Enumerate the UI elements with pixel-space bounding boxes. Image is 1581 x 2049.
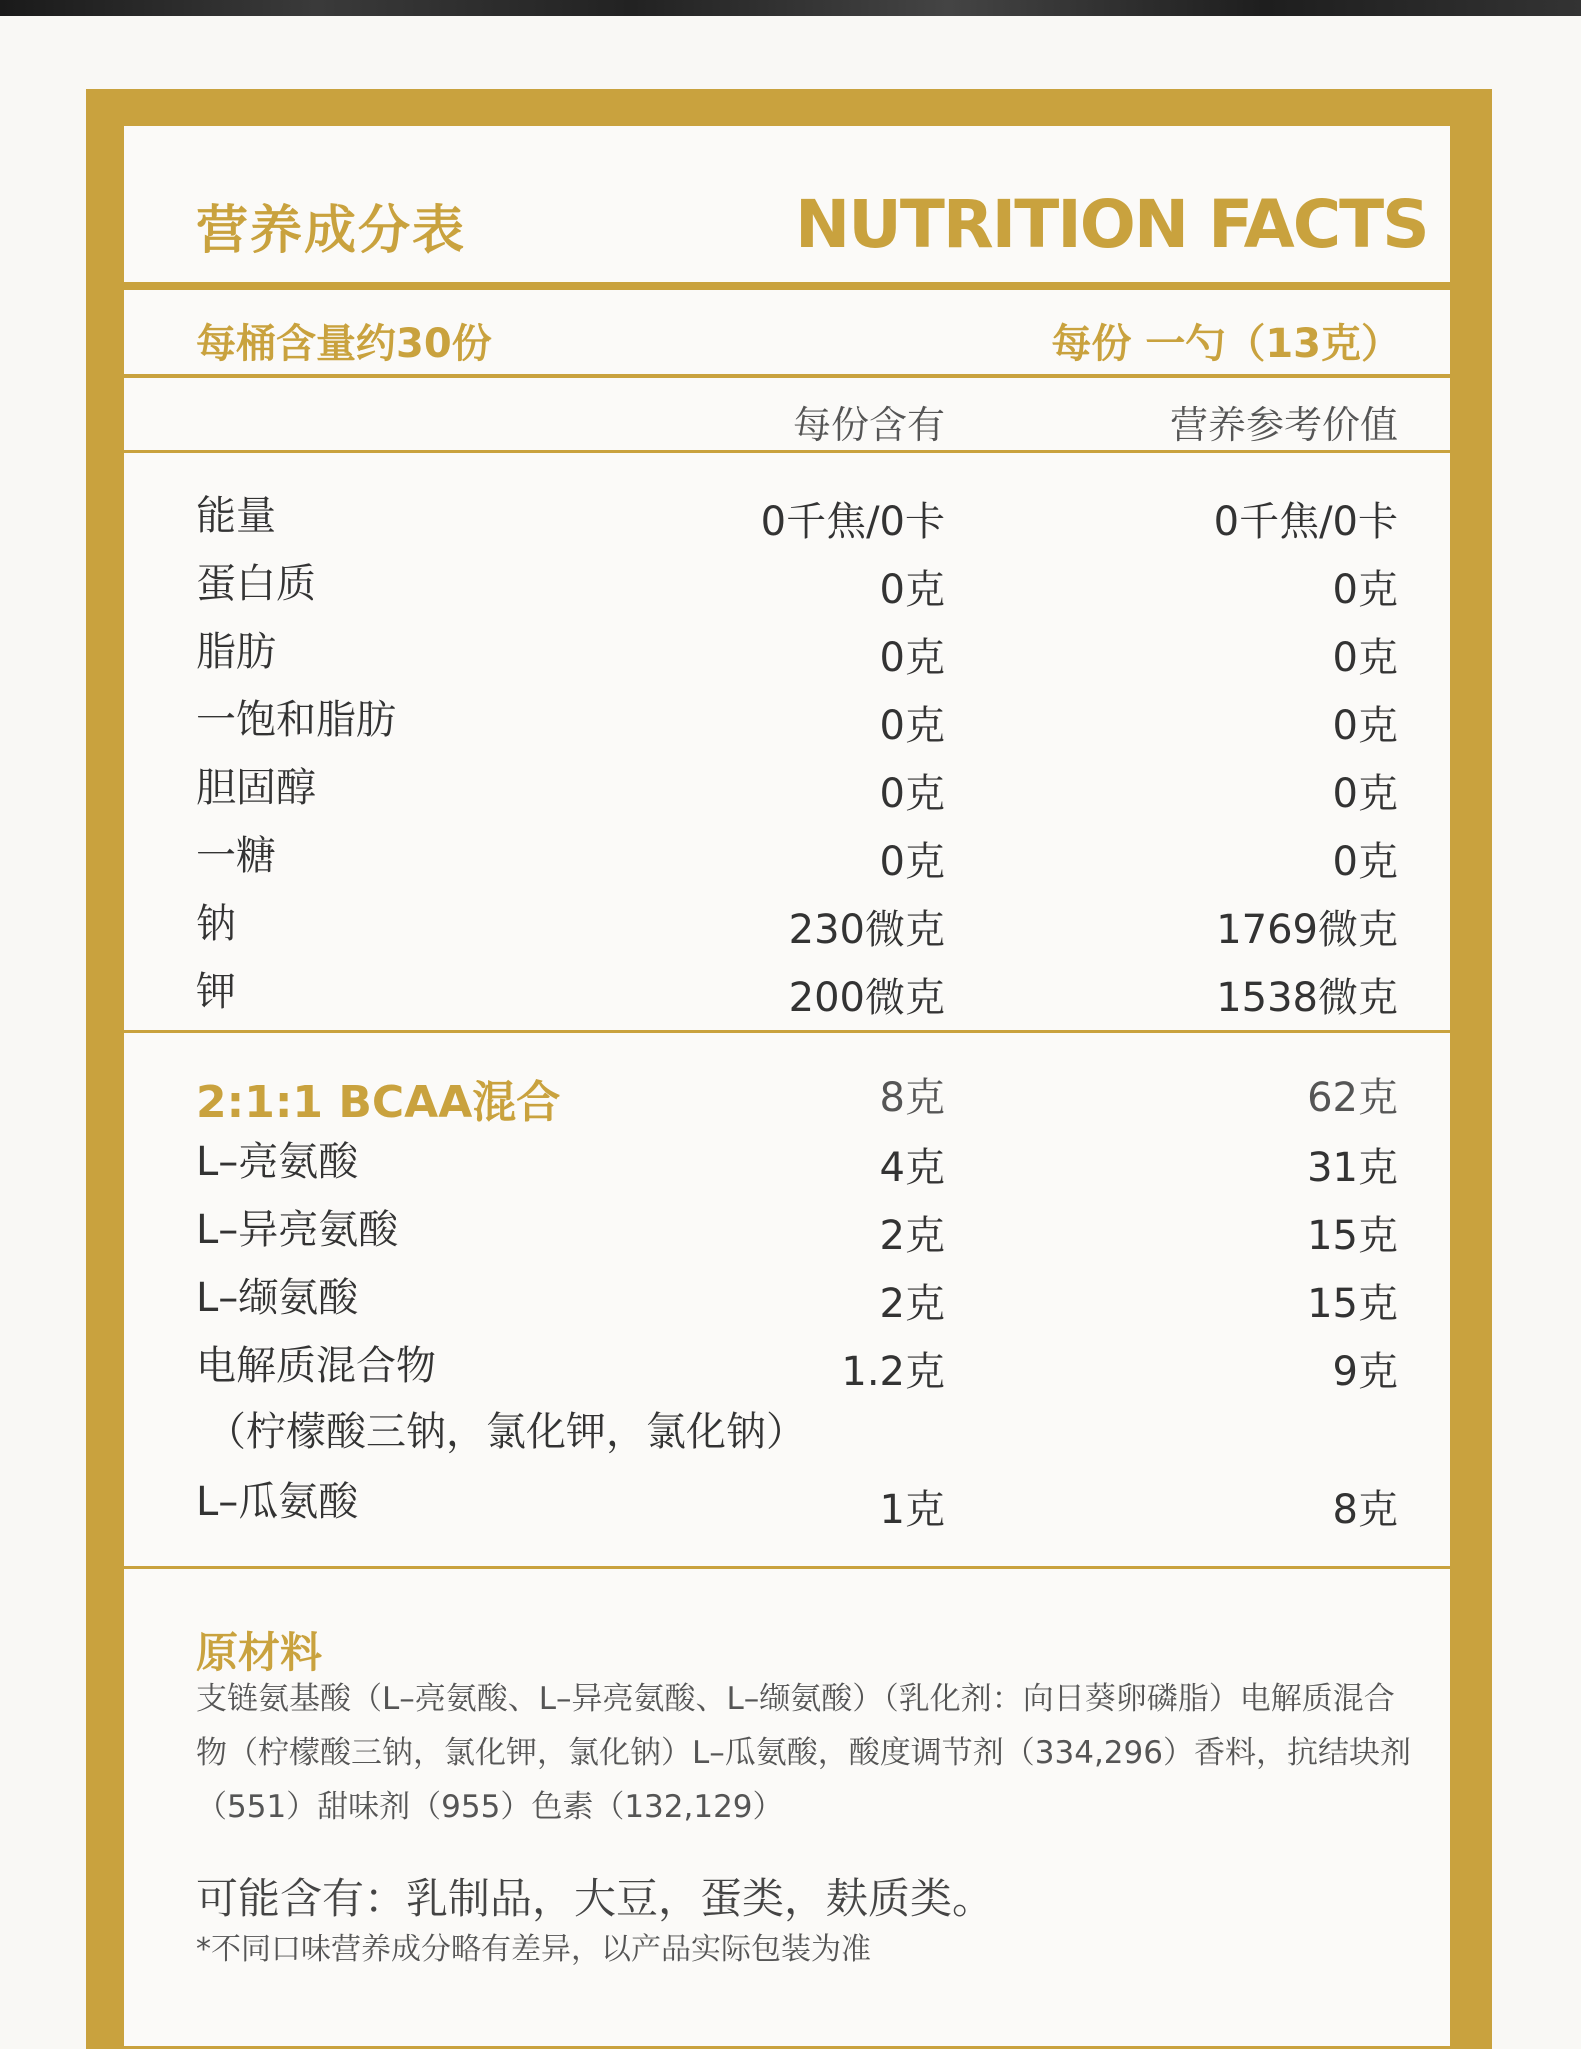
servings-per-container: 每桶含量约30份	[196, 321, 492, 367]
blend-item-name: L–缬氨酸	[196, 1275, 359, 1321]
nutrient-nrv: 0克	[1332, 635, 1398, 681]
nutrient-name: 胆固醇	[196, 765, 316, 811]
column-header-per-serving: 每份含有	[792, 403, 945, 447]
electrolyte-detail: （柠檬酸三钠，氯化钾，氯化钠）	[206, 1409, 806, 1455]
nutrient-nrv: 1538微克	[1216, 975, 1398, 1021]
blend-item-name: 电解质混合物	[196, 1343, 436, 1389]
title-cn: 营养成分表	[196, 201, 467, 261]
blend-item-per-serving: 1.2克	[841, 1349, 945, 1395]
nutrient-nrv: 0克	[1332, 839, 1398, 885]
nutrient-per-serving: 230微克	[788, 907, 945, 953]
top-photo-strip	[0, 0, 1581, 16]
nutrient-per-serving: 0千焦/0卡	[760, 499, 945, 545]
blend-per-serving: 8克	[879, 1075, 945, 1121]
serving-size: 每份 一勺（13克）	[1051, 321, 1401, 367]
nutrient-name: 脂肪	[196, 629, 276, 675]
blend-item-nrv: 15克	[1307, 1213, 1398, 1259]
blend-item-per-serving: 2克	[879, 1213, 945, 1259]
divider-nutrients	[124, 1030, 1454, 1033]
nutrient-nrv: 0克	[1332, 703, 1398, 749]
nutrient-name: 钾	[196, 969, 236, 1015]
divider-blend	[124, 1566, 1454, 1569]
blend-item-nrv: 31克	[1307, 1145, 1398, 1191]
nutrient-per-serving: 0克	[879, 567, 945, 613]
nutrient-per-serving: 0克	[879, 635, 945, 681]
footnote: *不同口味营养成分略有差异，以产品实际包装为准	[196, 1932, 871, 1967]
ingredients-heading: 原材料	[196, 1628, 323, 1677]
divider-serving	[124, 374, 1454, 378]
blend-item-nrv: 9克	[1332, 1349, 1398, 1395]
title-en: NUTRITION FACTS	[795, 186, 1428, 263]
nutrient-name: 钠	[196, 901, 236, 947]
nutrient-per-serving: 0克	[879, 839, 945, 885]
divider-columns	[124, 450, 1454, 453]
blend-nrv: 62克	[1307, 1075, 1398, 1121]
nutrient-nrv: 0克	[1332, 771, 1398, 817]
blend-item-nrv: 15克	[1307, 1281, 1398, 1327]
nutrient-nrv: 0克	[1332, 567, 1398, 613]
ingredients-text: 支链氨基酸（L–亮氨酸、L–异亮氨酸、L–缬氨酸）（乳化剂：向日葵卵磷脂）电解质混合物（柠檬酸三钠，氯化钾，氯化钠）L–瓜氨酸，酸度调节剂（334,296）香料，抗结块剂（551）甜味剂（955）色素（132,129）	[196, 1681, 1411, 1825]
nutrient-name: 一饱和脂肪	[196, 697, 396, 743]
blend-item-per-serving: 1克	[879, 1487, 945, 1533]
blend-item-per-serving: 4克	[879, 1145, 945, 1191]
nutrient-name: 蛋白质	[196, 561, 316, 607]
divider-header	[124, 282, 1454, 290]
nutrient-nrv: 0千焦/0卡	[1213, 499, 1398, 545]
nutrient-per-serving: 0克	[879, 771, 945, 817]
column-header-nrv: 营养参考价值	[1169, 403, 1398, 447]
blend-item-nrv: 8克	[1332, 1487, 1398, 1533]
blend-item-per-serving: 2克	[879, 1281, 945, 1327]
blend-name: 2:1:1 BCAA混合	[196, 1077, 561, 1128]
blend-item-name: L–瓜氨酸	[196, 1479, 359, 1525]
nutrient-per-serving: 0克	[879, 703, 945, 749]
blend-item-name: L–亮氨酸	[196, 1139, 359, 1185]
nutrient-per-serving: 200微克	[788, 975, 945, 1021]
blend-item-name: L–异亮氨酸	[196, 1207, 399, 1253]
nutrient-name: 能量	[196, 493, 276, 539]
allergen-statement: 可能含有：乳制品，大豆，蛋类，麸质类。	[196, 1874, 995, 1923]
nutrient-name: 一糖	[196, 833, 276, 879]
nutrient-nrv: 1769微克	[1216, 907, 1398, 953]
